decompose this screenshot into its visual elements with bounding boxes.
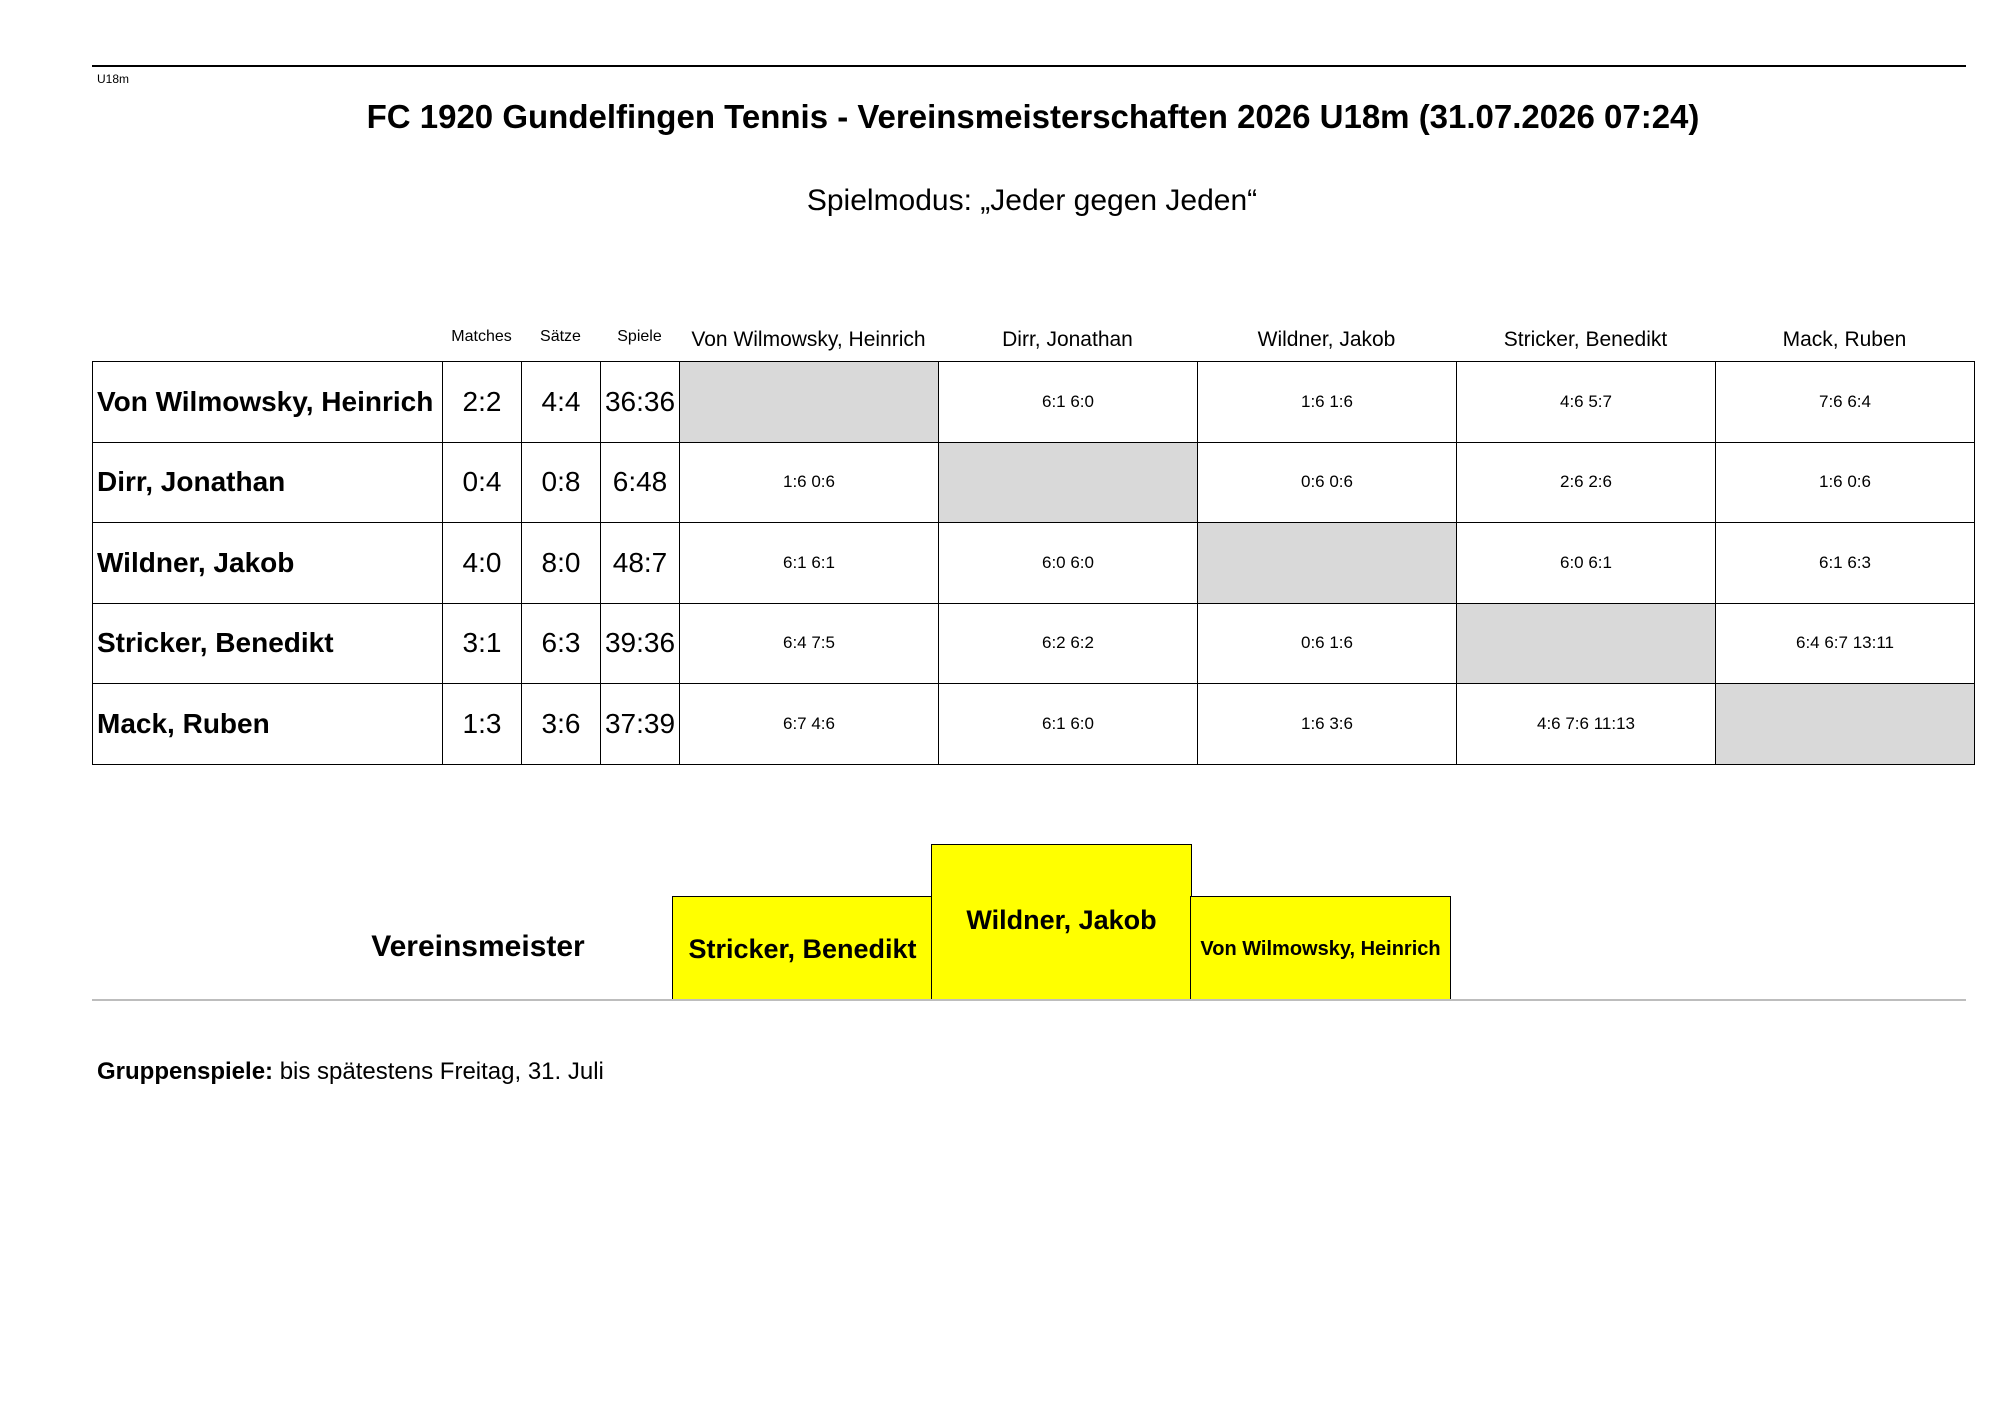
podium-second-name: Stricker, Benedikt [688,934,917,964]
spiele-cell: 48:7 [601,523,680,604]
result-cell: 4:6 7:6 11:13 [1457,684,1716,765]
header-opponent-5: Mack, Ruben [1782,328,1907,351]
result-cell: 6:0 6:1 [1457,523,1716,604]
result-cell: 2:6 2:6 [1457,442,1716,523]
matches-cell: 2:2 [443,362,522,443]
result-cell: 7:6 6:4 [1716,362,1975,443]
result-cell: 6:1 6:1 [680,523,939,604]
result-cell: 6:4 6:7 13:11 [1716,603,1975,684]
matches-cell: 0:4 [443,442,522,523]
page-title: FC 1920 Gundelfingen Tennis - Vereinsmeisterschaften 2026 U18m (31.07.2026 07:24) [366,98,1700,135]
header-saetze: Sätze [540,328,581,345]
top-rule [92,65,1966,67]
result-cell: 4:6 5:7 [1457,362,1716,443]
table-row [93,603,1975,684]
matches-cell: 1:3 [443,684,522,765]
result-cell: 6:0 6:0 [939,523,1198,604]
podium-first-name: Wildner, Jakob [966,905,1157,935]
diagonal-cell [1716,684,1975,765]
table-row [93,362,1975,443]
saetze-cell: 3:6 [522,684,601,765]
header-opponent-1: Von Wilmowsky, Heinrich [691,328,926,351]
result-cell: 6:1 6:0 [939,684,1198,765]
saetze-cell: 4:4 [522,362,601,443]
bottom-rule [92,999,1966,1001]
result-cell: 1:6 0:6 [1716,442,1975,523]
page-subtitle: Spielmodus: „Jeder gegen Jeden“ [806,184,1258,217]
player-name: Stricker, Benedikt [93,603,443,684]
header-opponent-4: Stricker, Benedikt [1503,328,1668,351]
result-cell: 1:6 1:6 [1198,362,1457,443]
spiele-cell: 37:39 [601,684,680,765]
result-cell: 6:4 7:5 [680,603,939,684]
standings-table [92,361,1975,765]
result-cell: 6:2 6:2 [939,603,1198,684]
player-name: Von Wilmowsky, Heinrich [93,362,443,443]
podium-label: Vereinsmeister [371,930,585,963]
saetze-cell: 8:0 [522,523,601,604]
podium-first-place [931,844,1192,1000]
player-name: Mack, Ruben [93,684,443,765]
diagonal-cell [1457,603,1716,684]
header-spiele: Spiele [617,328,662,345]
saetze-cell: 0:8 [522,442,601,523]
table-row [93,684,1975,765]
matches-cell: 4:0 [443,523,522,604]
saetze-cell: 6:3 [522,603,601,684]
result-cell: 0:6 0:6 [1198,442,1457,523]
player-name: Wildner, Jakob [93,523,443,604]
diagonal-cell [680,362,939,443]
podium-third-place [1190,896,1451,1000]
player-name: Dirr, Jonathan [93,442,443,523]
diagonal-cell [1198,523,1457,604]
result-cell: 6:1 6:3 [1716,523,1975,604]
footer-note [97,1058,604,1086]
spiele-cell: 6:48 [601,442,680,523]
table-row [93,442,1975,523]
header-opponent-2: Dirr, Jonathan [1002,328,1133,351]
footer-text: bis spätestens Freitag, 31. Juli [273,1058,604,1085]
spiele-cell: 39:36 [601,603,680,684]
diagonal-cell [939,442,1198,523]
result-cell: 1:6 0:6 [680,442,939,523]
result-cell: 0:6 1:6 [1198,603,1457,684]
footer-label: Gruppenspiele: [97,1058,274,1085]
podium-third-name: Von Wilmowsky, Heinrich [1200,938,1441,960]
podium-second-place [672,896,933,1000]
matches-cell: 3:1 [443,603,522,684]
result-cell: 6:7 4:6 [680,684,939,765]
corner-label: U18m [97,72,130,86]
result-cell: 1:6 3:6 [1198,684,1457,765]
header-matches: Matches [451,328,512,345]
header-opponent-3: Wildner, Jakob [1257,328,1396,351]
result-cell: 6:1 6:0 [939,362,1198,443]
spiele-cell: 36:36 [601,362,680,443]
table-row [93,523,1975,604]
